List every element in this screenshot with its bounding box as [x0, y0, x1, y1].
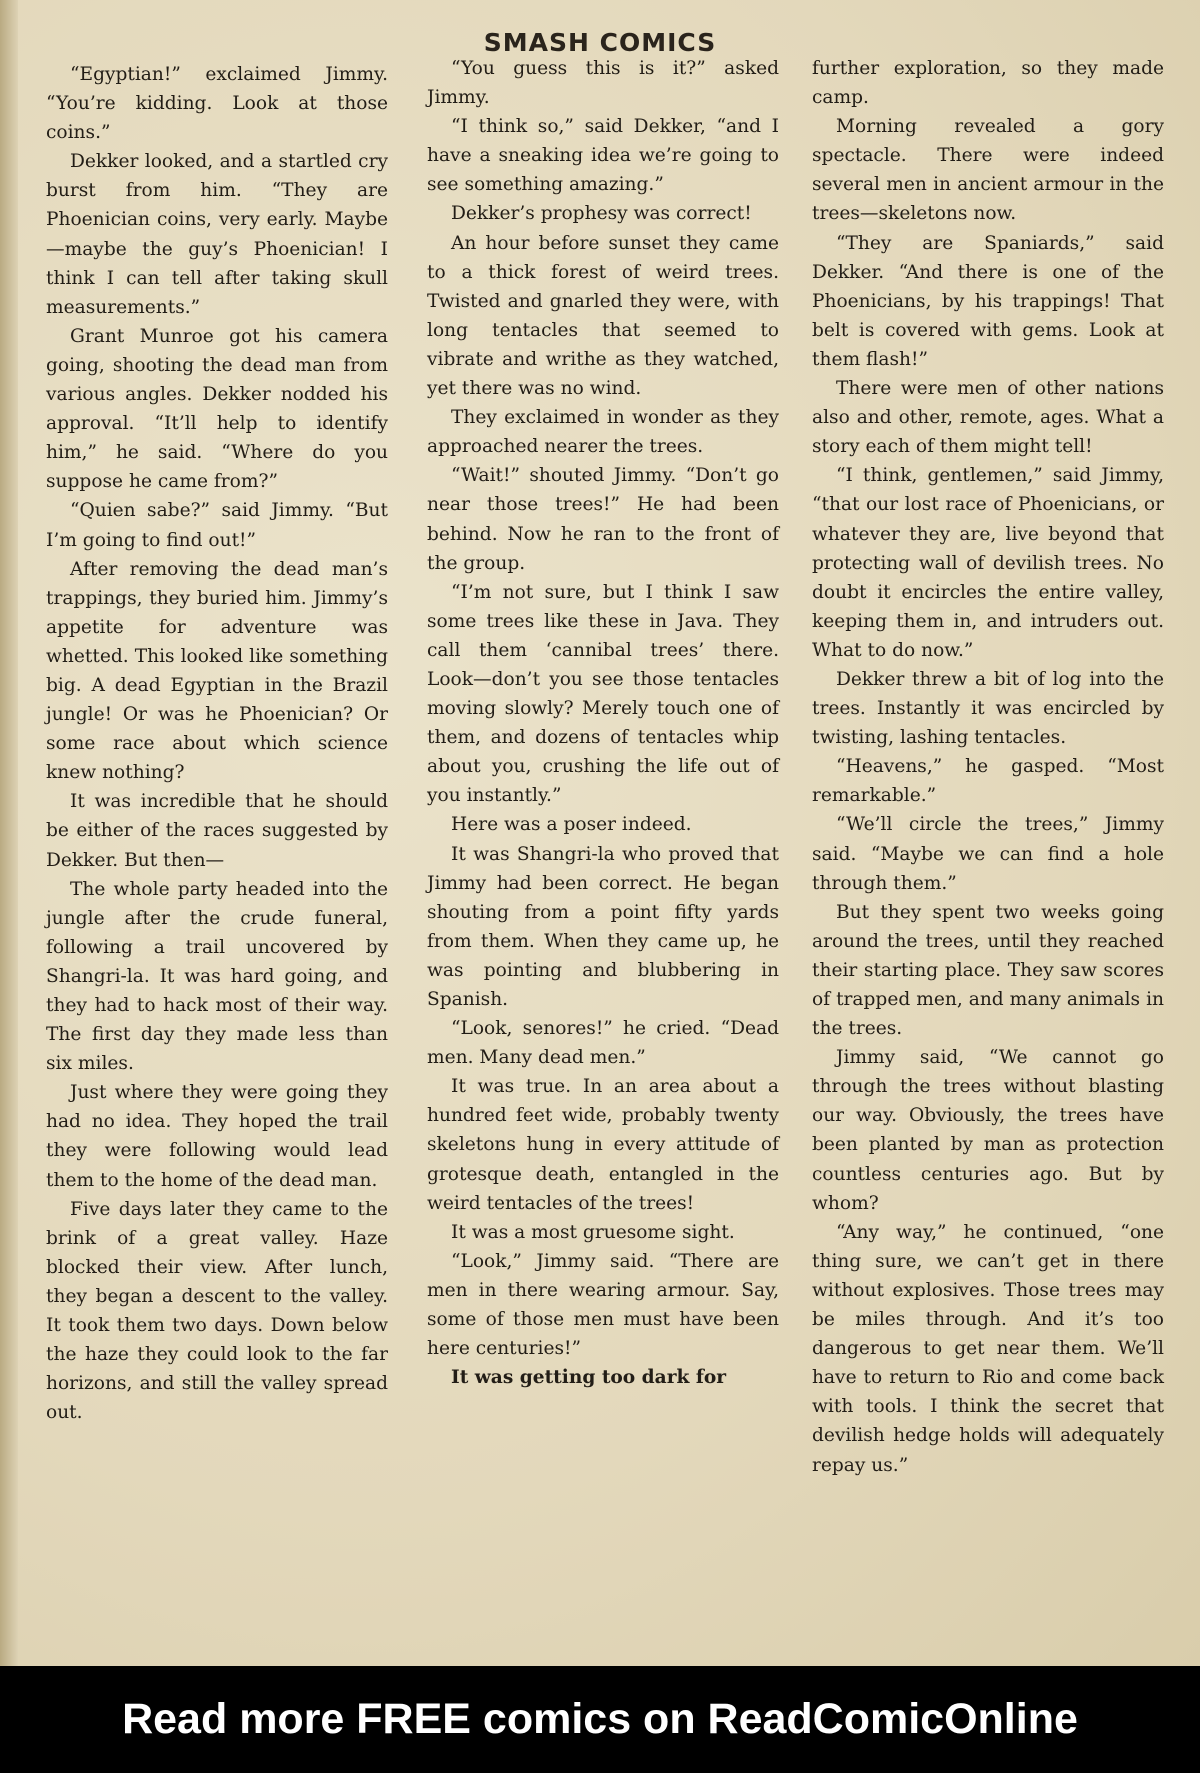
paragraph: “I think, gentlemen,” said Jimmy, “that our lost race of Phoenicians, or whatever they are, live beyond that protecting wall of devilish trees. No doubt it encircles the entire valley, keeping them in, and intruders out. What to do now.”: [812, 465, 1164, 661]
page-spine: [0, 0, 18, 1666]
paragraph: An hour before sunset they came to a thick forest of weird trees. Twisted and gnarled they were, with long tentacles that seemed to vibrate and writhe as they watched, yet there was no wind.: [427, 232, 779, 400]
paragraph: “Egyptian!” exclaimed Jimmy. “You’re kidding. Look at those coins.”: [46, 64, 388, 144]
paragraph: Dekker’s prophesy was correct!: [451, 203, 752, 225]
paragraph: There were men of other nations also and other, remote, ages. What a story each of them might tell!: [812, 378, 1164, 458]
paragraph: It was getting too dark for: [451, 1367, 727, 1389]
text-column-3: [812, 54, 1164, 1480]
text-column-1: [46, 60, 388, 1427]
paragraph: “Look,” Jimmy said. “There are men in there wearing armour. Say, some of those men must have been here centuries!”: [427, 1250, 779, 1360]
text-column-2: [427, 54, 779, 1392]
paragraph: Dekker looked, and a startled cry burst from him. “They are Phoenician coins, very early. Maybe—maybe the guy’s Phoenician! I think I can tell after taking skull measurements.”: [46, 151, 388, 318]
paragraph: further exploration, so they made camp.: [812, 58, 1164, 109]
paragraph: It was incredible that he should be either of the races suggested by Dekker. But then—: [46, 791, 388, 871]
paragraph: Dekker threw a bit of log into the trees. Instantly it was encircled by twisting, lashing tentacles.: [812, 668, 1164, 749]
paragraph: “Heavens,” he gasped. “Most remarkable.”: [812, 756, 1164, 807]
paragraph: Morning revealed a gory spectacle. There were indeed several men in ancient armour in the trees—skeletons now.: [812, 116, 1164, 225]
paragraph: It was true. In an area about a hundred feet wide, probably twenty skeletons hung in every attitude of grotesque death, entangled in the weird tentacles of the trees!: [427, 1076, 779, 1214]
paragraph: “Quien sabe?” said Jimmy. “But I’m going to find out!”: [46, 500, 388, 551]
paragraph: “I’m not sure, but I think I saw some trees like these in Java. They call them ‘cannibal trees’ there. Look—don’t you see those tentacles moving slowly? Merely touch one of them, and dozens of tentacles whip about you, crushing the life out of you instantly.”: [427, 581, 779, 807]
paragraph: The whole party headed into the jungle after the crude funeral, following a trail uncovered by Shangri-la. It was hard going, and they had to hack most of their way. The first day they made less than six miles.: [46, 878, 388, 1075]
paragraph: “You guess this is it?” asked Jimmy.: [427, 58, 779, 109]
paragraph: Just where they were going they had no idea. They hoped the trail they were following would lead them to the home of the dead man.: [46, 1082, 388, 1191]
paragraph: “Wait!” shouted Jimmy. “Don’t go near those trees!” He had been behind. Now he ran to the front of the group.: [427, 465, 779, 574]
paragraph: Jimmy said, “We cannot go through the trees without blasting our way. Obviously, the trees have been planted by man as protection countless centuries ago. But by whom?: [812, 1047, 1164, 1214]
paragraph: Grant Munroe got his camera going, shooting the dead man from various angles. Dekker nodded his approval. “It’ll help to identify him,” he said. “Where do you suppose he came from?”: [46, 325, 388, 493]
paragraph: “I think so,” said Dekker, “and I have a sneaking idea we’re going to see something amazing.”: [427, 116, 779, 196]
paragraph: It was Shangri-la who proved that Jimmy had been correct. He began shouting from a point fifty yards from them. When they came up, he was pointing and blubbering in Spanish.: [427, 843, 779, 1010]
promo-banner[interactable]: Read more FREE comics on ReadComicOnline: [0, 1666, 1200, 1773]
paragraph: “Any way,” he continued, “one thing sure, we can’t get in there without explosives. Those trees may be miles through. And it’s too dangerous to get near them. We’ll have to return to Rio and come back with tools. I think the secret that devilish hedge holds will adequately repay us.”: [812, 1221, 1164, 1476]
paragraph: Five days later they came to the brink of a great valley. Haze blocked their view. After lunch, they began a descent to the valley. It took them two days. Down below the haze they could look to the far horizons, and still the valley spread out.: [46, 1198, 388, 1424]
paragraph: “We’ll circle the trees,” Jimmy said. “Maybe we can find a hole through them.”: [812, 814, 1164, 894]
page-header-title: SMASH COMICS: [483, 28, 717, 57]
paragraph: They exclaimed in wonder as they approached nearer the trees.: [427, 407, 779, 458]
paragraph: “Look, senores!” he cried. “Dead men. Many dead men.”: [427, 1018, 779, 1069]
paragraph: After removing the dead man’s trappings, they buried him. Jimmy’s appetite for adventure was whetted. This looked like something big. A dead Egyptian in the Brazil jungle! Or was he Phoenician? Or some race about which science knew nothing?: [46, 558, 388, 784]
paragraph: “They are Spaniards,” said Dekker. “And there is one of the Phoenicians, by his trappings! That belt is covered with gems. Look at them flash!”: [812, 232, 1164, 370]
paragraph: But they spent two weeks going around the trees, until they reached their starting place. They saw scores of trapped men, and many animals in the trees.: [812, 901, 1164, 1040]
paragraph: Here was a poser indeed.: [451, 814, 692, 836]
paragraph: It was a most gruesome sight.: [451, 1221, 735, 1243]
